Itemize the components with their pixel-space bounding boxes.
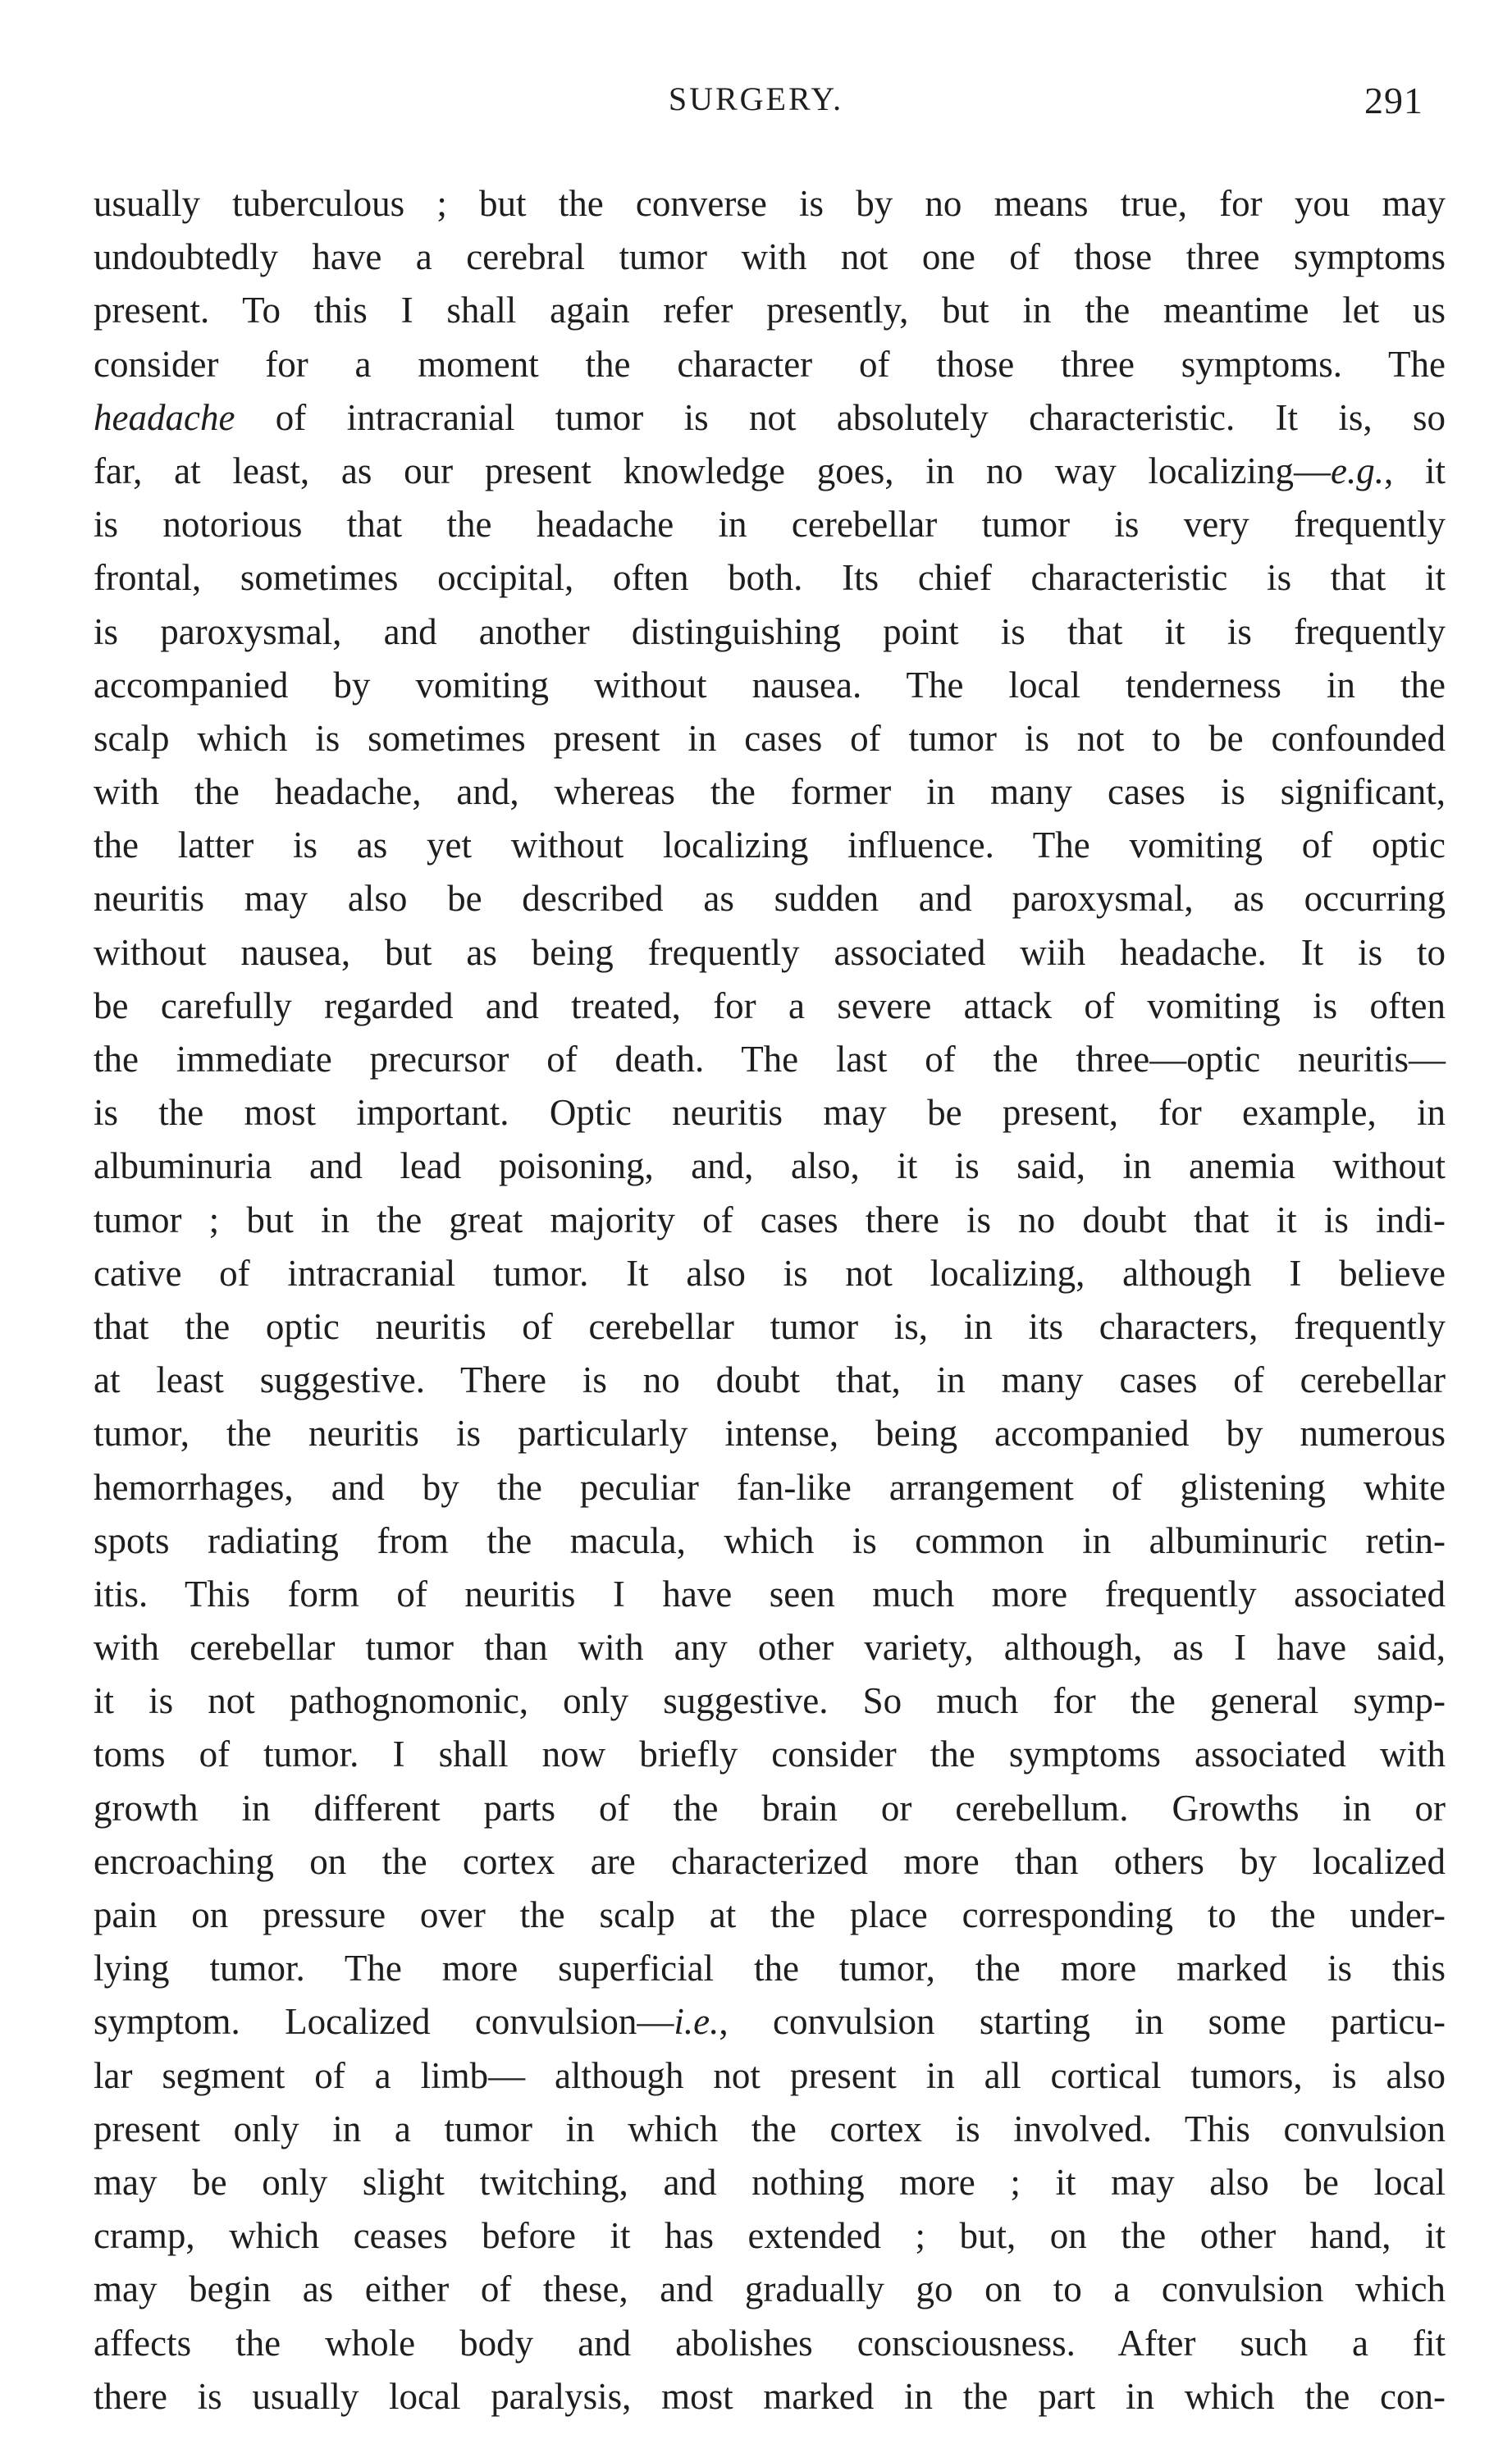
text-line (94, 1514, 1446, 1568)
text-run: without nausea, but as being frequently associated wiih headache. It is to (94, 931, 1446, 973)
text-line (94, 1247, 1446, 1300)
text-run: with the headache, and, whereas the former in many cases is significant, (94, 771, 1446, 813)
text-line (94, 926, 1446, 980)
italic-text-run: i.e. (674, 2001, 719, 2043)
text-run: affects the whole body and abolishes consciousness. After such a fit (94, 2322, 1446, 2364)
text-run: , it (1383, 450, 1446, 491)
text-run: with cerebellar tumor than with any other variety, although, as I have said, (94, 1627, 1446, 1669)
text-run: symptom. Localized convulsion— (94, 2001, 674, 2043)
text-run: usually tuberculous ; but the converse is by no means true, for you may (94, 183, 1446, 224)
text-run: of intracranial tumor is not absolutely characteristic. It is, so (235, 396, 1446, 438)
text-run: frontal, sometimes occipital, often both. Its chief characteristic is that it (94, 557, 1446, 599)
text-line (94, 338, 1446, 391)
text-line (94, 980, 1446, 1033)
text-run: itis. This form of neuritis I have seen much more frequently associated (94, 1573, 1446, 1615)
text-line (94, 1782, 1446, 1835)
text-run: present only in a tumor in which the cortex is involved. This convulsion (94, 2108, 1446, 2149)
text-run: is the most important. Optic neuritis may be present, for example, in (94, 1092, 1446, 1134)
text-line (94, 659, 1446, 712)
text-line (94, 2263, 1446, 2316)
text-line (94, 445, 1446, 498)
text-line (94, 551, 1446, 605)
text-line (94, 872, 1446, 925)
text-run: , convulsion starting in some particu- (719, 2001, 1446, 2043)
text-run: the immediate precursor of death. The last of the three—optic neuritis— (94, 1039, 1446, 1080)
text-line (94, 1300, 1446, 1354)
italic-text-run: e.g. (1330, 450, 1384, 491)
text-line (94, 819, 1446, 872)
text-run: neuritis may also be described as sudden and paroxysmal, as occurring (94, 878, 1446, 920)
text-run: accompanied by vomiting without nausea. The local tenderness in the (94, 664, 1446, 706)
text-line (94, 1621, 1446, 1674)
text-run: encroaching on the cortex are characterized more than others by localized (94, 1840, 1446, 1882)
text-run: spots radiating from the macula, which is common in albuminuric retin- (94, 1519, 1446, 1561)
text-run: is paroxysmal, and another distinguishing point is that it is frequently (94, 610, 1446, 652)
text-line (94, 1033, 1446, 1086)
text-run: may begin as either of these, and gradually go on to a convulsion which (94, 2268, 1446, 2310)
text-run: may be only slight twitching, and nothing more ; it may also be local (94, 2161, 1446, 2203)
running-head (0, 79, 1512, 120)
text-run: undoubtedly have a cerebral tumor with not one of those three symptoms (94, 236, 1446, 278)
text-line (94, 2317, 1446, 2370)
text-line (94, 1889, 1446, 1942)
text-line (94, 1354, 1446, 1407)
text-run: albuminuria and lead poisoning, and, also, it is said, in anemia without (94, 1145, 1446, 1187)
text-run: pain on pressure over the scalp at the place corresponding to the under- (94, 1894, 1446, 1935)
text-run: consider for a moment the character of those three symptoms. The (94, 343, 1446, 385)
text-run: cramp, which ceases before it has extended ; but, on the other hand, it (94, 2215, 1446, 2257)
text-line (94, 498, 1446, 551)
text-run: far, at least, as our present knowledge goes, in no way localizing— (94, 450, 1331, 491)
text-run: lar segment of a limb— although not present in all cortical tumors, is also (94, 2054, 1446, 2096)
page-number: 291 (1364, 80, 1423, 121)
text-line (94, 2209, 1446, 2263)
text-line (94, 1942, 1446, 1995)
text-line (94, 1568, 1446, 1621)
text-line (94, 1194, 1446, 1247)
text-line (94, 1995, 1446, 2049)
text-run: cative of intracranial tumor. It also is not localizing, although I believe (94, 1252, 1446, 1294)
text-run: scalp which is sometimes present in cases of tumor is not to be confounded (94, 717, 1446, 759)
text-line (94, 765, 1446, 819)
text-line (94, 1461, 1446, 1514)
body-text (94, 177, 1446, 2423)
text-line (94, 284, 1446, 337)
text-run: toms of tumor. I shall now briefly consider the symptoms associated with (94, 1734, 1446, 1775)
running-title: SURGERY. (668, 80, 844, 117)
text-run: at least suggestive. There is no doubt that, in many cases of cerebellar (94, 1359, 1446, 1401)
text-run: that the optic neuritis of cerebellar tumor is, in its characters, frequently (94, 1305, 1446, 1347)
text-line (94, 1835, 1446, 1889)
text-line (94, 1086, 1446, 1140)
text-run: be carefully regarded and treated, for a severe attack of vomiting is often (94, 984, 1446, 1026)
text-line (94, 1140, 1446, 1193)
text-run: growth in different parts of the brain or cerebellum. Growths in or (94, 1787, 1446, 1829)
text-run: tumor ; but in the great majority of cases there is no doubt that it is indi- (94, 1199, 1446, 1240)
text-run: tumor, the neuritis is particularly intense, being accompanied by numerous (94, 1413, 1446, 1455)
text-line (94, 231, 1446, 284)
text-run: lying tumor. The more superficial the tumor, the more marked is this (94, 1948, 1446, 1989)
text-line (94, 1407, 1446, 1460)
text-line (94, 2370, 1446, 2423)
text-run: is notorious that the headache in cerebellar tumor is very frequently (94, 504, 1446, 546)
text-run: there is usually local paralysis, most marked in the part in which the con- (94, 2375, 1446, 2417)
text-line (94, 605, 1446, 659)
text-line (94, 391, 1446, 445)
text-line (94, 2049, 1446, 2103)
text-line (94, 2156, 1446, 2209)
text-run: present. To this I shall again refer presently, but in the meantime let us (94, 290, 1446, 331)
text-line (94, 177, 1446, 231)
text-run: hemorrhages, and by the peculiar fan-like arrangement of glistening white (94, 1466, 1446, 1508)
italic-text-run: headache (94, 396, 235, 438)
text-line (94, 1728, 1446, 1781)
text-run: it is not pathognomonic, only suggestive. So much for the general symp- (94, 1680, 1446, 1722)
text-run: the latter is as yet without localizing influence. The vomiting of optic (94, 825, 1446, 866)
text-line (94, 1674, 1446, 1728)
text-line (94, 712, 1446, 765)
text-line (94, 2103, 1446, 2156)
